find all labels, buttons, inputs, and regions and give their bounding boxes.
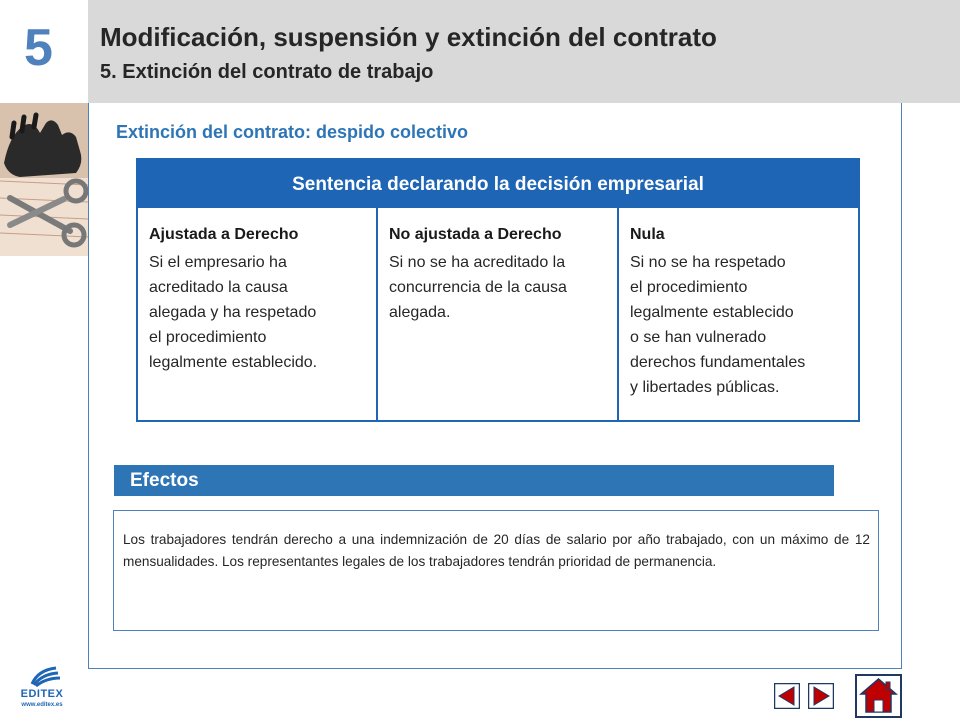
column-title: Ajustada a Derecho (149, 226, 299, 243)
next-button[interactable] (808, 683, 834, 709)
previous-button[interactable] (774, 683, 800, 709)
table-header: Sentencia declarando la decisión empresarial (138, 160, 858, 208)
decision-table (136, 158, 860, 422)
column-text: Si no se ha respetado el procedimiento legalmente establecido o se han vulnerado derechos fundamentales y libertades públicas. (630, 254, 806, 396)
column-text: Si el empresario ha acreditado la causa alegada y ha respetado el procedimiento legalmente establecido. (149, 254, 318, 371)
column-title: Nula (630, 226, 665, 243)
next-arrow-icon (808, 683, 834, 709)
column-title: No ajustada a Derecho (389, 226, 562, 243)
previous-arrow-icon (774, 683, 800, 709)
logo-text: EDITEX (20, 688, 64, 700)
chapter-number: 5 (24, 19, 53, 77)
table-column-null (619, 208, 858, 420)
effects-box (113, 510, 879, 631)
logo-url: www.editex.es (21, 702, 63, 708)
table-column-not-adjusted (378, 208, 619, 420)
effects-label: Efectos (130, 470, 199, 491)
column-text: Si no se ha acreditado la concurrencia de la causa alegada. (389, 254, 567, 321)
section-title: Extinción del contrato: despido colectivo (116, 122, 469, 142)
effects-text: Los trabajadores tendrán derecho a una indemnización de 20 días de salario por año trabajado, con un máximo de 12 mensualidades. Los representantes legales de los trabajadores tendrán prioridad de permanencia. (123, 532, 870, 569)
home-button[interactable] (855, 674, 902, 718)
editex-logo (12, 664, 72, 714)
page-subtitle: 5. Extinción del contrato de trabajo (100, 61, 434, 83)
effects-bar (114, 465, 834, 496)
page-title: Modificación, suspensión y extinción del contrato (100, 22, 717, 52)
hands-scissors-image (0, 103, 88, 256)
home-icon (855, 674, 902, 718)
editex-logo-icon (12, 664, 72, 688)
table-column-adjusted (138, 208, 378, 420)
